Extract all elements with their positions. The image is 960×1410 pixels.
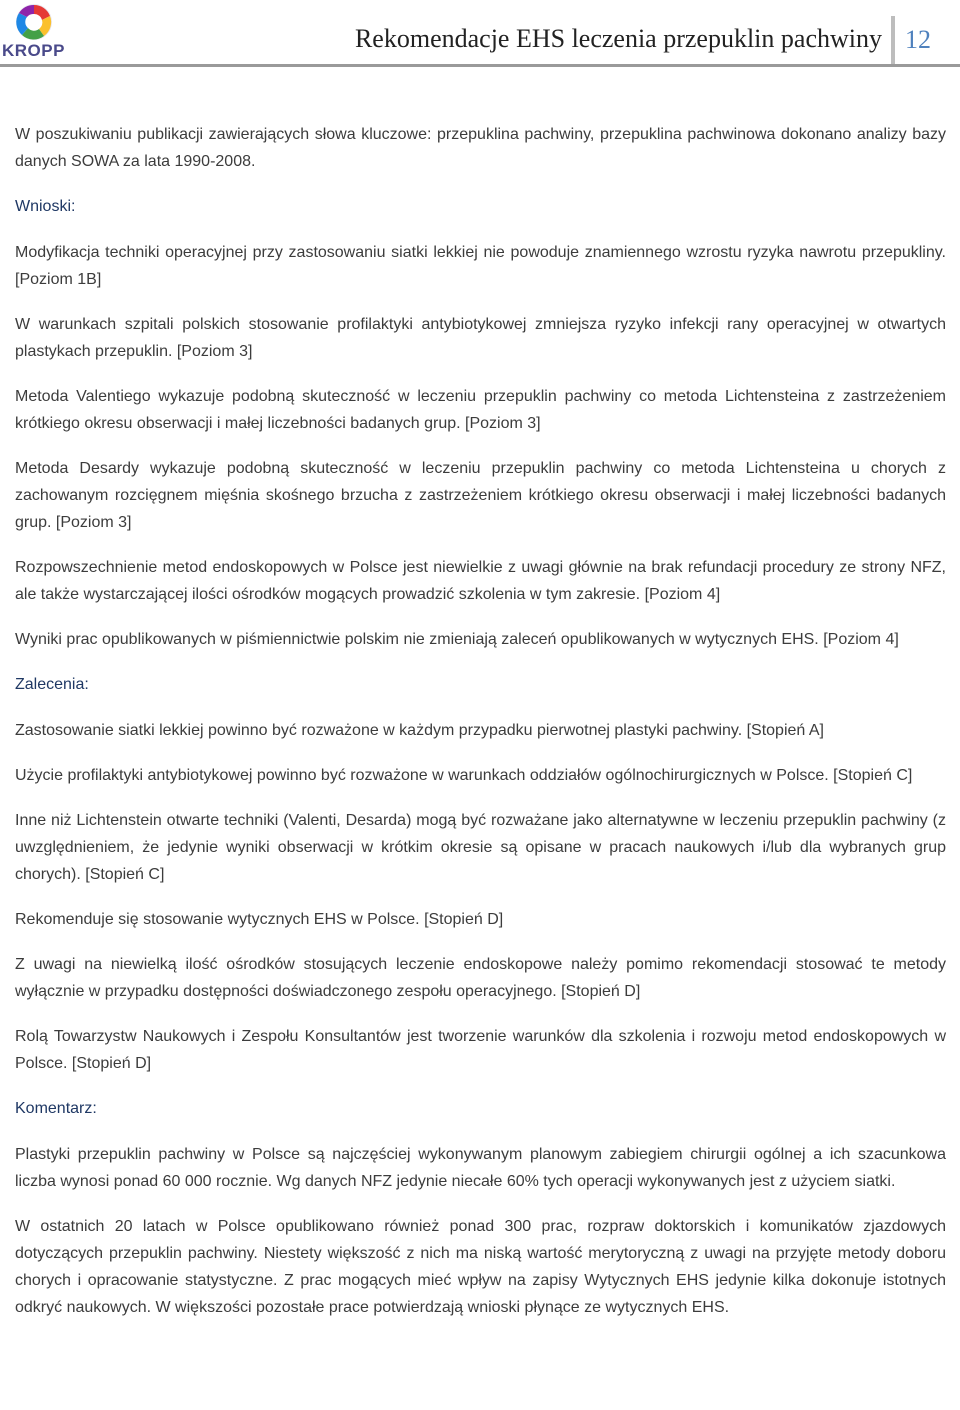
section-heading-zalecenia: Zalecenia: <box>15 676 89 693</box>
conclusion-paragraph: Metoda Desardy wykazuje podobną skuteczność w leczeniu przepuklin pachwiny co metoda Lichtensteina u chorych z zachowanym rozcięgnem mięśnia skośnego brzucha z zastrzeżeniem krótkiego okresu obserwacji i małej liczebności badanych grup. [Poziom 3] <box>15 460 946 531</box>
recommendation-paragraph: Inne niż Lichtenstein otwarte techniki (Valenti, Desarda) mogą być rozważane jako alternatywne w leczeniu przepuklin pachwiny (z uwzględnieniem, że jedynie wyniki obserwacji w krótkim okresie są opisane w pracach naukowych i/lub dla wybranych grup chorych). [Stopień C] <box>15 812 946 883</box>
section-heading-wnioski: Wnioski: <box>15 198 76 215</box>
document-title: Rekomendacje EHS leczenia przepuklin pachwiny <box>354 24 882 53</box>
section-heading-komentarz: Komentarz: <box>15 1100 97 1117</box>
page-number: 12 <box>905 25 931 54</box>
header-rule <box>0 64 960 67</box>
conclusion-paragraph: Modyfikacja techniki operacyjnej przy zastosowaniu siatki lekkiej nie powoduje znamiennego wzrostu ryzyka nawrotu przepukliny. [Poziom 1B] <box>15 244 946 288</box>
recommendation-paragraph: Zastosowanie siatki lekkiej powinno być rozważone w każdym przypadku pierwotnej plastyki pachwiny. [Stopień A] <box>15 722 824 739</box>
page-header <box>0 0 960 66</box>
conclusion-paragraph: Metoda Valentiego wykazuje podobną skuteczność w leczeniu przepuklin pachwiny co metoda Lichtensteina z zastrzeżeniem krótkiego okresu obserwacji i małej liczebności badanych grup. [Poziom 3] <box>15 388 946 432</box>
header-separator <box>891 16 895 64</box>
conclusion-paragraph: Rozpowszechnienie metod endoskopowych w Polsce jest niewielkie z uwagi głównie na brak refundacji procedury ze strony NFZ, ale także wystarczającej ilości ośrodków mogących prowadzić szkolenia w tym zakresie. [Poziom 4] <box>15 559 946 603</box>
recommendation-paragraph: Z uwagi na niewielką ilość ośrodków stosujących leczenie endoskopowe należy pomimo rekomendacji stosować te metody wyłącznie w przypadku dostępności doświadczonego zespołu operacyjnego. [Stopień D] <box>15 956 946 1000</box>
comment-paragraph: W ostatnich 20 latach w Polsce opublikowano również ponad 300 prac, rozpraw doktorskich i komunikatów zjazdowych dotyczących przepuklin pachwiny. Niestety większość z nich ma niską wartość merytoryczną z uwagi na przyjęte metody doboru chorych i opracowanie statystyczne. Z prac mogących mieć wpływ na zapisy Wytycznych EHS jedynie kilka dokonuje istotnych odkryć naukowych. W większości pozostałe prace potwierdzają wnioski płynące ze wytycznych EHS. <box>15 1218 946 1316</box>
logo-text: KROPP <box>2 41 65 60</box>
page-content <box>15 121 946 1339</box>
conclusion-paragraph: Wyniki prac opublikowanych w piśmiennictwie polskim nie zmieniają zaleceń opublikowanych w wytycznych EHS. [Poziom 4] <box>15 631 899 648</box>
comment-paragraph: Plastyki przepuklin pachwiny w Polsce są najczęściej wykonywanym planowym zabiegiem chirurgii ogólnej a ich szacunkowa liczba wynosi ponad 60 000 rocznie. Wg danych NFZ jedynie niecałe 60% tych operacji wykonywanych jest z użyciem siatki. <box>15 1146 946 1190</box>
recommendation-paragraph: Użycie profilaktyki antybiotykowej powinno być rozważone w warunkach oddziałów ogólnochirurgicznych w Polsce. [Stopień C] <box>15 767 913 784</box>
conclusion-paragraph: W warunkach szpitali polskich stosowanie profilaktyki antybiotykowej zmniejsza ryzyko infekcji rany operacyjnej w otwartych plastykach przepuklin. [Poziom 3] <box>15 316 946 360</box>
intro-paragraph: W poszukiwaniu publikacji zawierających słowa kluczowe: przepuklina pachwiny, przepuklina pachwinowa dokonano analizy bazy danych SOWA za lata 1990-2008. <box>15 126 946 170</box>
recommendation-paragraph: Rolą Towarzystw Naukowych i Zespołu Konsultantów jest tworzenie warunków dla szkolenia i rozwoju metod endoskopowych w Polsce. [Stopień D] <box>15 1028 946 1072</box>
recommendation-paragraph: Rekomenduje się stosowanie wytycznych EHS w Polsce. [Stopień D] <box>15 911 504 928</box>
